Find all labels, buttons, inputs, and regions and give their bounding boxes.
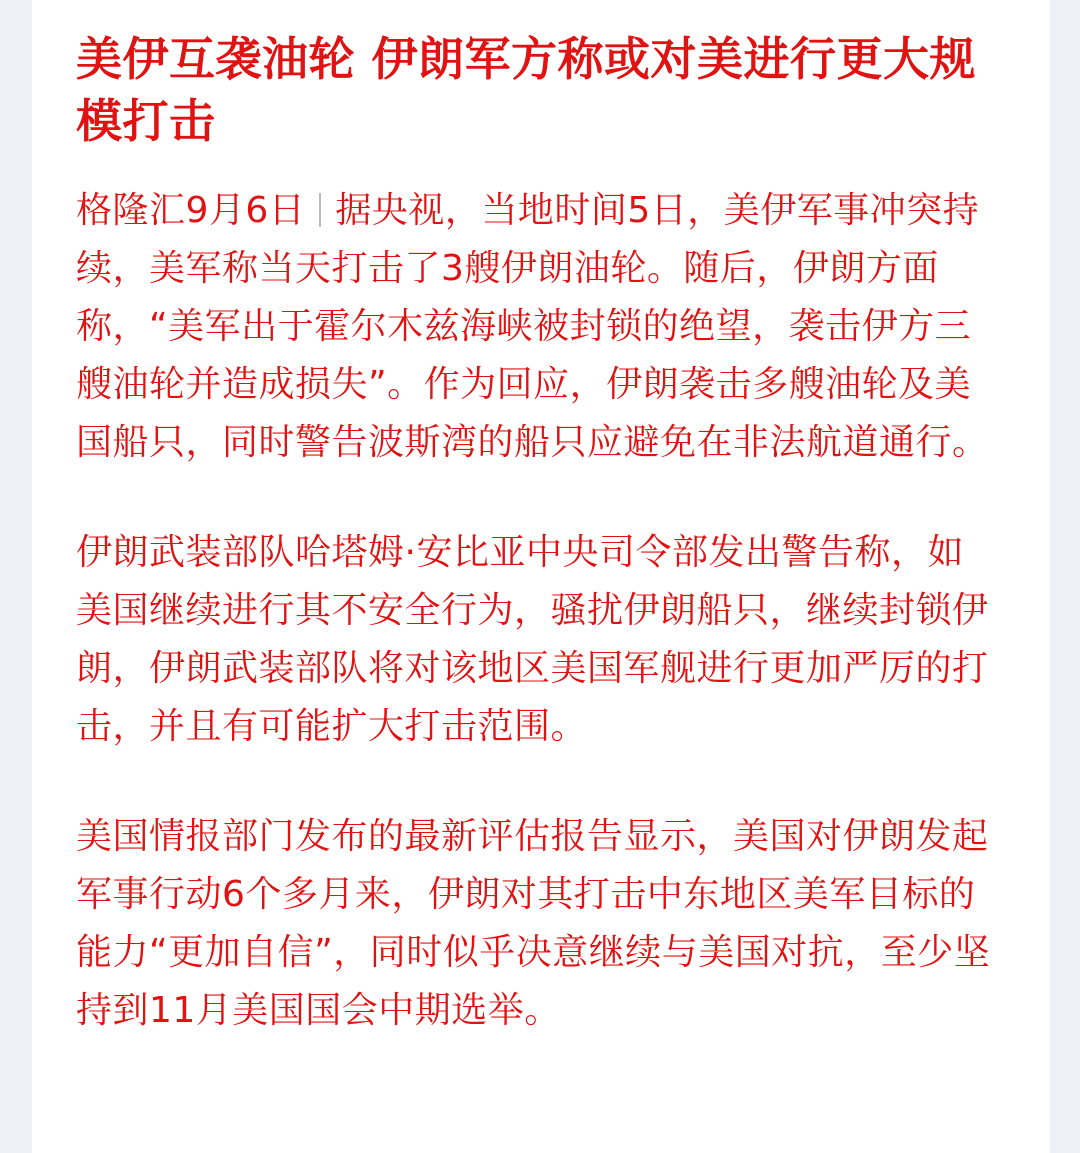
- article-card: [32, 0, 1050, 1153]
- paragraph-1-text: 据央视，当地时间5日，美伊军事冲突持续，美军称当天打击了3艘伊朗油轮。随后，伊朗方面称，“美军出于霍尔木兹海峡被封锁的绝望，袭击伊方三艘油轮并造成损失”。作为回应，伊朗袭击多艘油轮及美国船只，同时警告波斯湾的船只应避免在非法航道通行。: [76, 190, 989, 463]
- paragraph-3: 美国情报部门发布的最新评估报告显示，美国对伊朗发起军事行动6个多月来，伊朗对其打击中东地区美军目标的能力“更加自信”，同时似乎决意继续与美国对抗，至少坚持到11月美国国会中期选举。: [76, 816, 991, 1031]
- paragraph-2: 伊朗武装部队哈塔姆·安比亚中央司令部发出警告称，如美国继续进行其不安全行为，骚扰伊朗船只，继续封锁伊朗，伊朗武装部队将对该地区美国军舰进行更加严厉的打击，并且有可能扩大打击范围。: [76, 532, 989, 747]
- dateline: 格隆汇9月6日: [76, 190, 306, 231]
- lead-paragraph: [76, 182, 1000, 472]
- article-title: 美伊互袭油轮 伊朗军方称或对美进行更大规模打击: [76, 32, 977, 148]
- dateline-separator: [319, 193, 321, 227]
